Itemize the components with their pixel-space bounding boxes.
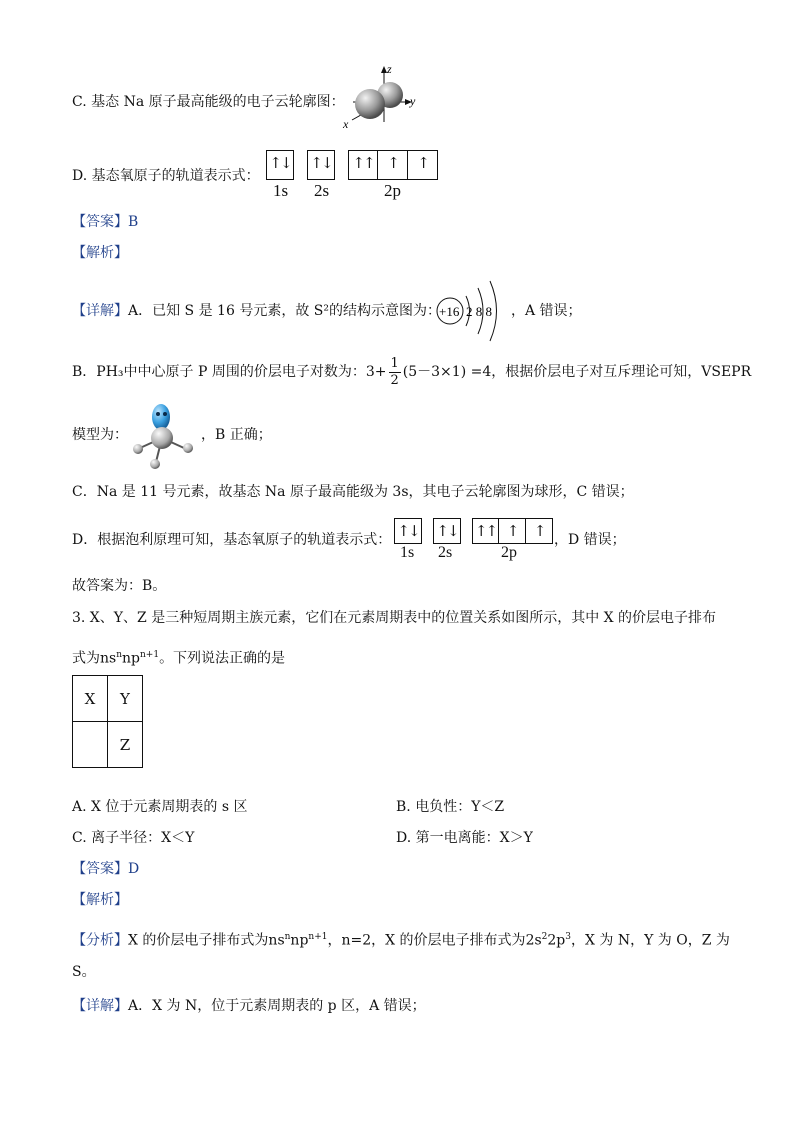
analysis-label-1: 【解析】 (72, 245, 128, 261)
orbital-diagram-1 (266, 150, 438, 180)
detail-b-model-text: 模型为： (72, 427, 128, 443)
orbital-label-2p-b: 2p (501, 544, 517, 561)
orbital-label-1s-b: 1s (400, 544, 415, 561)
question-3-line-1: 3. X、Y、Z 是三种短周期主族元素，它们在元素周期表中的位置关系如图所示，其中 X 的价层电子排布 (72, 610, 717, 626)
option-c: C. 离子半径：X＜Y (72, 830, 195, 846)
orbital-label-2s-b: 2s (438, 544, 453, 561)
orbital-box-2s: ↑↓ (307, 150, 335, 180)
orbital-box-2p-3: ↑ (408, 150, 438, 180)
detail-a-line: 【详解】A．已知 S 是 16 号元素，故 S²的结构示意图为： (72, 303, 441, 319)
option-b: B. 电负性：Y＜Z (396, 799, 505, 815)
ion-shell-electrons: 2 8 8 (466, 304, 492, 319)
option-d: D. 第一电离能：X＞Y (396, 830, 533, 846)
orbital-box-1s-b: ↑↓ (394, 518, 422, 544)
ion-nucleus-label: +16 (439, 304, 460, 319)
fenxi-line: 【分析】X 的价层电子排布式为$ns^nnp^{n+1}$，n=2，X 的价层电子排布式为$2s^22p^3$，X 为 N，Y 为 O，Z 为 (72, 932, 730, 949)
orbital-box-2p-2-b: ↑ (499, 518, 526, 544)
fenxi-line-2: S。 (72, 964, 96, 980)
fraction-half: $\frac{1}{2}$ (390, 355, 399, 388)
axis-y-label: y (410, 94, 416, 108)
orbital-group-2p-b (472, 518, 553, 544)
question-3-line-2: 式为$ns^nnp^{n+1}$。下列说法正确的是 (72, 650, 286, 667)
answer-label-1: 【答案】B (72, 214, 139, 230)
orbital-label-2s: 2s (314, 181, 330, 200)
conclusion-line: 故答案为：B。 (72, 578, 167, 594)
orbital-label-1s: 1s (273, 181, 289, 200)
s-orbital-figure (338, 62, 423, 132)
option-c-text: C. 基态 Na 原子最高能级的电子云轮廓图： (72, 94, 345, 110)
detail-d-line: D．根据泡利原理可知，基态氧原子的轨道表示式： (72, 532, 392, 548)
table-cell-y: Y (108, 676, 143, 722)
table-cell-z: Z (108, 722, 143, 768)
orbital-box-2p-2: ↑ (378, 150, 408, 180)
axis-z-label: z (387, 62, 392, 76)
option-d-text: D. 基态氧原子的轨道表示式： (72, 168, 260, 184)
option-a: A. X 位于元素周期表的 s 区 (72, 799, 248, 815)
answer-label-2: 【答案】D (72, 861, 140, 877)
detail-c-line: C．Na 是 11 号元素，故基态 Na 原子最高能级为 3s，其电子云轮廓图为球形，C 错误； (72, 484, 634, 500)
vsepr-model-figure (128, 402, 200, 470)
orbital-group-2p (348, 150, 438, 180)
orbital-diagram-2 (394, 518, 553, 544)
analysis-label-2: 【解析】 (72, 892, 128, 908)
table-cell-empty (73, 722, 108, 768)
detail-d-tail: ，D 错误； (554, 532, 626, 548)
detail-b-tail: ，B 正确； (201, 427, 272, 443)
orbital-box-2p-1: ↑↑ (348, 150, 378, 180)
table-cell-x: X (73, 676, 108, 722)
orbital-label-2p: 2p (384, 181, 401, 200)
periodic-position-table (72, 675, 143, 768)
orbital-box-2p-3-b: ↑ (526, 518, 553, 544)
detail-a-tail: ，A 错误； (511, 303, 582, 319)
detail-b-line: B．PH₃中中心原子 P 周围的价层电子对数为：3+ $\frac{1}{2}$ (5－3×1) =4，根据价层电子对互斥理论可知，VSEPR (72, 355, 752, 388)
sulfide-ion-structure (432, 278, 512, 344)
orbital-box-1s: ↑↓ (266, 150, 294, 180)
orbital-box-2p-1-b: ↑↑ (472, 518, 499, 544)
detail-label: 【详解】 (72, 303, 128, 319)
detail-final-line: 【详解】A．X 为 N，位于元素周期表的 p 区，A 错误； (72, 998, 426, 1014)
axis-x-label: x (343, 117, 349, 131)
orbital-box-2s-b: ↑↓ (433, 518, 461, 544)
